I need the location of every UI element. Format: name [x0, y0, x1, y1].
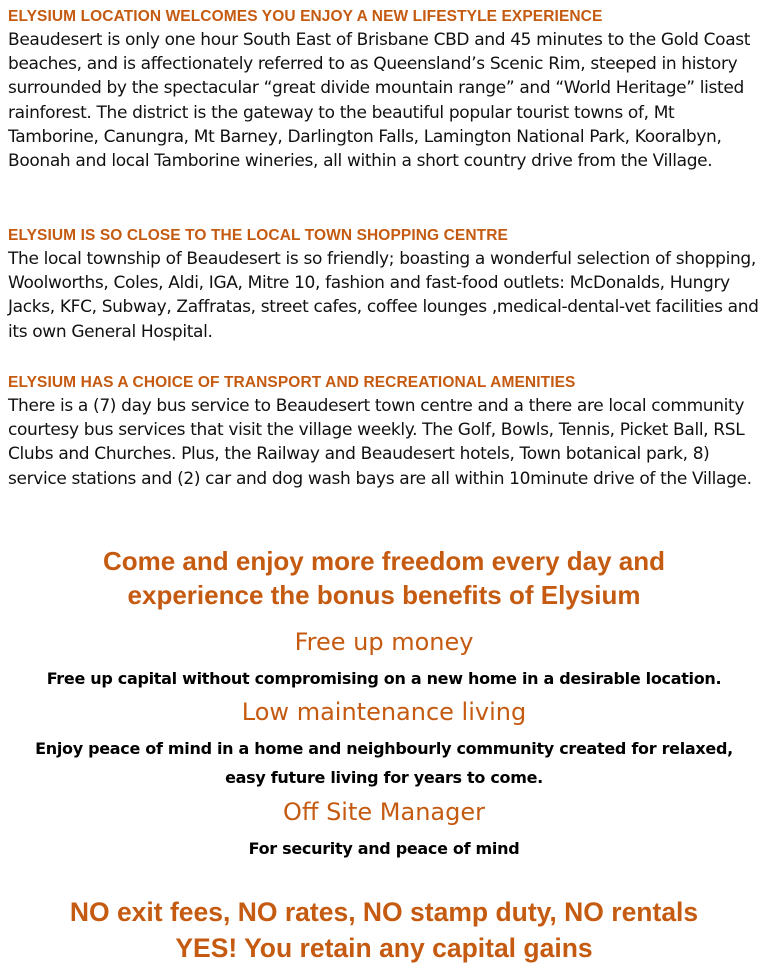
feature-description [0, 734, 768, 792]
closing-line: YES! You retain any capital gains [175, 933, 593, 963]
feature-description [0, 664, 768, 693]
section-location [8, 6, 760, 173]
section-body: The local township of Beaudesert is so friendly; boasting a wonderful selection of shopping, Woolworths, Coles, Aldi, IGA, Mitre 10, fashion and fast-food outlets: McDonalds, Hungry Jacks, KFC, Subway, Zaffratas, street cafes, coffee lounges ,medical-dental-vet facilities and its own General Hospital. [8, 249, 759, 342]
closing-statement [0, 894, 768, 966]
feature-title: Free up money [294, 628, 474, 656]
section-body: There is a (7) day bus service to Beaudesert town centre and a there are local community courtesy bus services that visit the village weekly. The Golf, Bowls, Tennis, Picket Ball, RSL Clubs and Churches. Plus, the Railway and Beaudesert hotels, Town botanical park, 8) service stations and (2) car and dog wash bays are all within 10minute drive of the Village. [8, 396, 752, 489]
feature-description [0, 834, 768, 863]
feature-title: Low maintenance living [241, 698, 527, 726]
promo-line: experience the bonus benefits of Elysium [127, 580, 641, 610]
section-transport [8, 372, 760, 491]
section-body: Beaudesert is only one hour South East of Brisbane CBD and 45 minutes to the Gold Coast beaches, and is affectionately referred to as Queensland’s Scenic Rim, steeped in history surrounded by the spectacular “great divide mountain range” and “World Heritage” listed rainforest. The district is the gateway to the beautiful popular tourist towns of, Mt Tamborine, Canungra, Mt Barney, Darlington Falls, Lamington National Park, Kooralbyn, Boonah and local Tamborine wineries, all within a short country drive from the Village. [8, 30, 751, 172]
section-heading: ELYSIUM LOCATION WELCOMES YOU ENJOY A NEW LIFESTYLE EXPERIENCE [8, 8, 603, 25]
section-heading: ELYSIUM IS SO CLOSE TO THE LOCAL TOWN SHOPPING CENTRE [8, 227, 508, 244]
closing-line: NO exit fees, NO rates, NO stamp duty, NO rentals [69, 897, 699, 927]
feature-description-line: easy future living for years to come. [225, 768, 543, 787]
feature-description-line: Enjoy peace of mind in a home and neighbourly community created for relaxed, [35, 739, 733, 758]
feature-title: Off Site Manager [283, 798, 485, 826]
feature-description-line: Free up capital without compromising on a new home in a desirable location. [46, 669, 722, 688]
promo-line: Come and enjoy more freedom every day and [102, 546, 666, 576]
section-heading: ELYSIUM HAS A CHOICE OF TRANSPORT AND RECREATIONAL AMENITIES [8, 374, 576, 391]
promo-headline [0, 544, 768, 612]
section-shopping [8, 225, 760, 344]
feature-description-line: For security and peace of mind [248, 839, 520, 858]
